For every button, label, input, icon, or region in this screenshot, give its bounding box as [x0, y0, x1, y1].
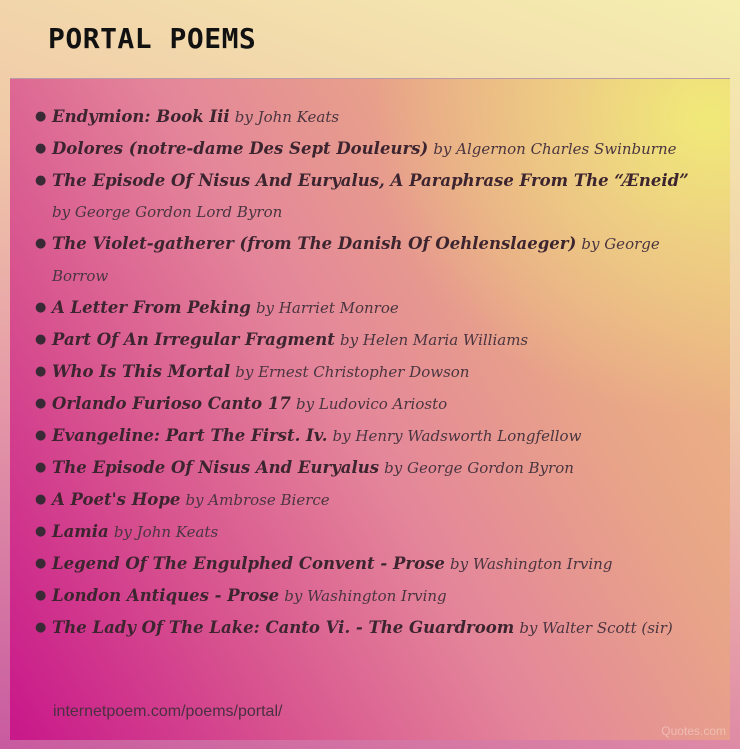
poem-title-link[interactable]: London Antiques - Prose — [52, 586, 280, 605]
poem-title-link[interactable]: Evangeline: Part The First. Iv. — [52, 426, 328, 445]
poem-title-link[interactable]: Who Is This Mortal — [52, 362, 231, 381]
list-item — [35, 101, 700, 133]
list-item — [35, 165, 700, 228]
bullet-icon: ● — [35, 620, 47, 635]
poem-title-link[interactable]: A Letter From Peking — [52, 298, 251, 317]
poems-panel — [10, 78, 730, 740]
bullet-icon: ● — [35, 524, 47, 539]
bullet-icon: ● — [35, 173, 47, 188]
list-item — [35, 324, 700, 356]
bullet-icon: ● — [35, 396, 47, 411]
watermark: Quotes.com — [661, 724, 726, 738]
source-link[interactable]: internetpoem.com/poems/portal/ — [53, 703, 283, 720]
poem-author: by John Keats — [234, 108, 340, 126]
list-item — [35, 228, 700, 292]
list-item — [35, 356, 700, 388]
poem-title-link[interactable]: The Episode Of Nisus And Euryalus, A Paraphrase From The “Æneid” — [52, 171, 689, 190]
poem-author: by Washington Irving — [450, 555, 613, 573]
bullet-icon: ● — [35, 364, 47, 379]
list-item — [35, 580, 700, 612]
list-item — [35, 612, 700, 644]
bullet-icon: ● — [35, 300, 47, 315]
poem-title-link[interactable]: Orlando Furioso Canto 17 — [52, 394, 291, 413]
poem-author: by George Gordon Byron — [384, 459, 574, 477]
list-item — [35, 292, 700, 324]
poem-title-link[interactable]: Part Of An Irregular Fragment — [52, 330, 335, 349]
bullet-icon: ● — [35, 109, 47, 124]
list-item — [35, 516, 700, 548]
poem-title-link[interactable]: Legend Of The Engulphed Convent - Prose — [52, 554, 445, 573]
list-item — [35, 452, 700, 484]
poem-author: by George Gordon Lord Byron — [52, 203, 283, 221]
poem-author: by Harriet Monroe — [255, 299, 399, 317]
page-title: PORTAL POEMS — [48, 22, 257, 55]
poem-author: by Washington Irving — [284, 587, 447, 605]
poem-author: by Ambrose Bierce — [185, 491, 330, 509]
list-item — [35, 388, 700, 420]
bullet-icon: ● — [35, 332, 47, 347]
bullet-icon: ● — [35, 141, 47, 156]
list-item — [35, 133, 700, 165]
poem-author: by John Keats — [113, 523, 219, 541]
poem-title-link[interactable]: The Violet-gatherer (from The Danish Of Oehlenslaeger) — [52, 234, 577, 253]
list-item — [35, 548, 700, 580]
poem-title-link[interactable]: A Poet's Hope — [52, 490, 181, 509]
poem-author: by Ludovico Ariosto — [295, 395, 448, 413]
poem-author: by Henry Wadsworth Longfellow — [332, 427, 582, 445]
list-item — [35, 484, 700, 516]
bullet-icon: ● — [35, 428, 47, 443]
poem-author: by George Borrow — [52, 235, 660, 285]
bullet-icon: ● — [35, 236, 47, 251]
poem-list — [10, 79, 730, 644]
poem-title-link[interactable]: Lamia — [52, 522, 109, 541]
poem-title-link[interactable]: Dolores (notre-dame Des Sept Douleurs) — [52, 139, 429, 158]
poem-title-link[interactable]: Endymion: Book Iii — [52, 107, 230, 126]
poem-title-link[interactable]: The Lady Of The Lake: Canto Vi. - The Guardroom — [52, 618, 515, 637]
bullet-icon: ● — [35, 588, 47, 603]
poem-author: by Walter Scott (sir) — [519, 619, 673, 637]
bullet-icon: ● — [35, 492, 47, 507]
poem-author: by Ernest Christopher Dowson — [235, 363, 470, 381]
bullet-icon: ● — [35, 556, 47, 571]
poem-title-link[interactable]: The Episode Of Nisus And Euryalus — [52, 458, 380, 477]
poem-author: by Algernon Charles Swinburne — [433, 140, 677, 158]
bullet-icon: ● — [35, 460, 47, 475]
list-item — [35, 420, 700, 452]
poem-author: by Helen Maria Williams — [340, 331, 529, 349]
